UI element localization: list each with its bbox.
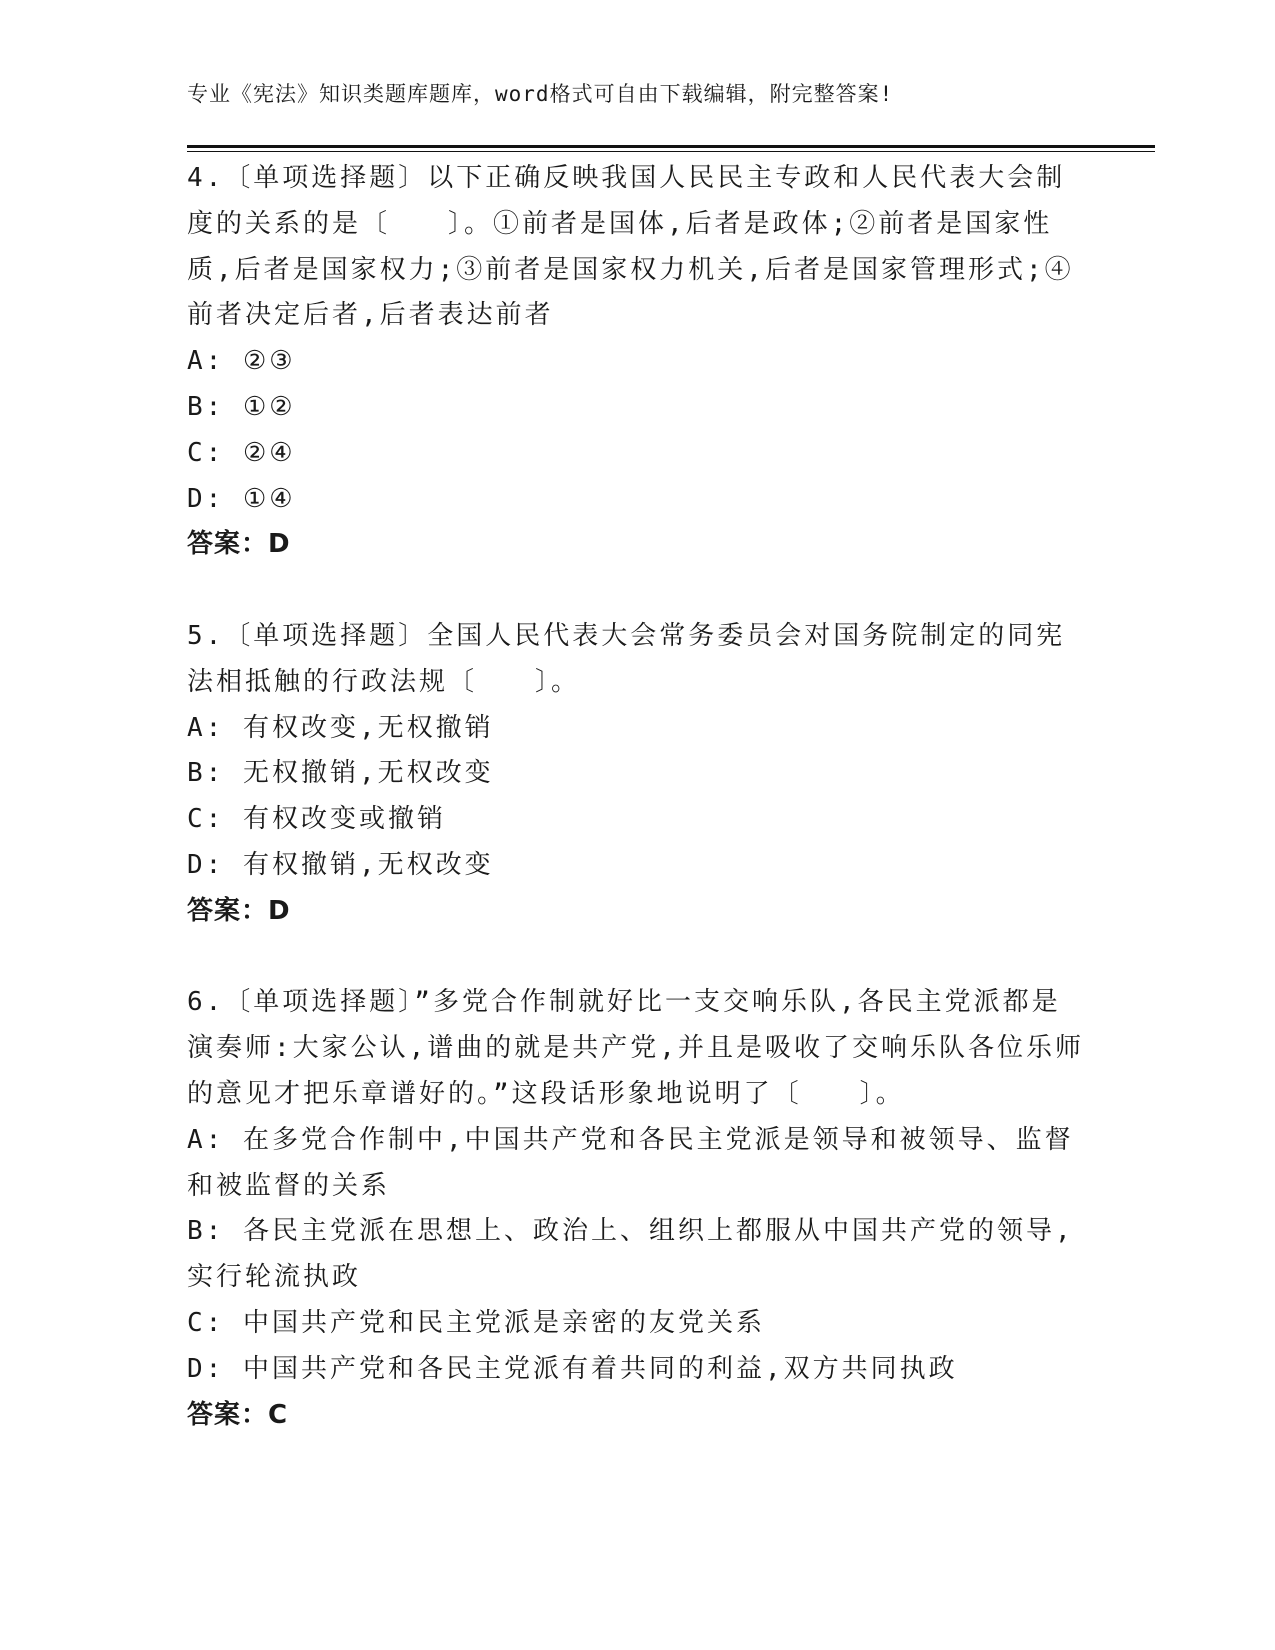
option-text: ②③ [242, 346, 296, 377]
header-rule-thick [187, 145, 1155, 148]
option-text: ①② [242, 391, 296, 422]
option-text: 在多党合作制中,中国共产党和各民主党派是领导和被领导、监督和被监督的关系 [187, 1124, 1074, 1201]
question-stem: 4.〔单项选择题〕以下正确反映我国人民民主专政和人民代表大会制度的关系的是〔 〕。①前者是国体,后者是政体;②前者是国家性质,后者是国家权力;③前者是国家权力机关,后者是国家管理形式;④前者决定后者,后者表达前者 [187, 163, 1074, 331]
option-label: C: [187, 1307, 225, 1338]
option-label: C: [187, 437, 225, 468]
option-label: B: [187, 391, 225, 422]
option-c [187, 797, 1087, 843]
option-b [187, 385, 1087, 431]
answer-line: 答案：C [187, 1399, 289, 1430]
option-text: ①④ [242, 483, 296, 514]
answer-line: 答案：D [187, 529, 291, 560]
question-stem: 6.〔单项选择题〕”多党合作制就好比一支交响乐队,各民主党派都是演奏师:大家公认,谱曲的就是共产党,并且是吸收了交响乐队各位乐师的意见才把乐章谱好的。”这段话形象地说明了〔 〕。 [187, 987, 1084, 1109]
option-d [187, 1347, 1087, 1393]
option-label: A: [187, 346, 225, 377]
option-text: 无权撤销,无权改变 [242, 758, 494, 789]
option-label: A: [187, 1124, 225, 1155]
spacer [187, 935, 1087, 981]
option-c [187, 1301, 1087, 1347]
option-label: D: [187, 849, 225, 880]
option-b [187, 751, 1087, 797]
option-c [187, 431, 1087, 477]
page-header-text: 专业《宪法》知识类题库题库，word格式可自由下载编辑，附完整答案! [187, 82, 894, 106]
header-rule-thin [187, 151, 1155, 152]
option-a [187, 1118, 1087, 1210]
option-label: D: [187, 483, 225, 514]
option-label: D: [187, 1353, 225, 1384]
option-text: ②④ [242, 437, 296, 468]
option-text: 有权改变或撤销 [242, 804, 446, 835]
option-label: A: [187, 712, 225, 743]
question-6 [187, 980, 1087, 1438]
option-label: B: [187, 758, 225, 789]
option-text: 各民主党派在思想上、政治上、组织上都服从中国共产党的领导,实行轮流执政 [187, 1216, 1074, 1293]
option-d [187, 843, 1087, 889]
option-a [187, 339, 1087, 385]
option-b [187, 1209, 1087, 1301]
option-text: 中国共产党和民主党派是亲密的友党关系 [242, 1307, 765, 1338]
question-5 [187, 614, 1087, 935]
option-text: 有权撤销,无权改变 [242, 849, 494, 880]
option-d [187, 477, 1087, 523]
question-stem: 5.〔单项选择题〕全国人民代表大会常务委员会对国务院制定的同宪法相抵触的行政法规〔 〕。 [187, 620, 1066, 697]
option-a [187, 706, 1087, 752]
question-4 [187, 156, 1087, 568]
spacer [187, 568, 1087, 614]
answer-line: 答案：D [187, 895, 291, 926]
option-text: 中国共产党和各民主党派有着共同的利益,双方共同执政 [242, 1353, 958, 1384]
option-label: C: [187, 804, 225, 835]
option-text: 有权改变,无权撤销 [242, 712, 494, 743]
question-list [187, 156, 1087, 1438]
option-label: B: [187, 1216, 225, 1247]
